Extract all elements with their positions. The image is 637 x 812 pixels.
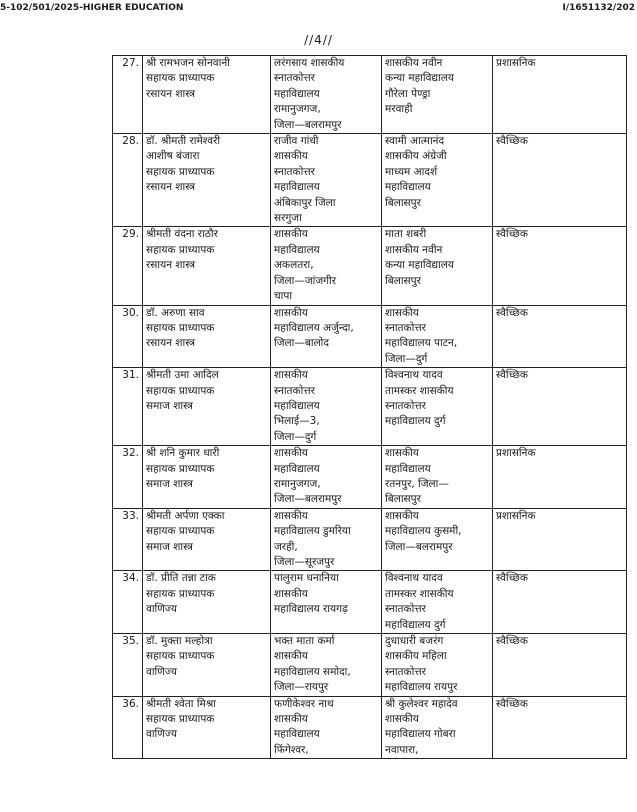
transfer-type-cell: प्रशासनिक (493, 56, 627, 134)
transfer-type-cell: स्वैच्छिक (493, 134, 627, 227)
new-posting-cell-line: शासकीय (385, 447, 419, 460)
current-posting-cell (271, 571, 382, 634)
serial-number-cell: 27. (113, 56, 143, 134)
employee-name-cell-line: समाज शास्त्र (146, 540, 193, 553)
employee-name-cell-line: डॉ. मुक्ता मल्होत्रा (146, 635, 213, 648)
header-reference-right: I/1651132/202 (562, 3, 635, 13)
serial-number-cell: 28. (113, 134, 143, 227)
new-posting-cell-line: शासकीय नवीन (385, 57, 443, 69)
serial-number-cell: 35. (113, 634, 143, 697)
current-posting-cell-line: सरगुजा (274, 212, 302, 225)
transfer-type-cell: स्वैच्छिक (493, 696, 627, 759)
current-posting-cell-line: शासकीय (274, 587, 308, 600)
current-posting-cell-line: जिला—जांजगीर (274, 274, 337, 287)
new-posting-cell-line: बिलासपुर (385, 493, 421, 506)
employee-name-cell (143, 571, 271, 634)
current-posting-cell-line: महाविद्यालय अर्जुन्दा, (274, 321, 354, 334)
employee-name-cell-line: डॉ. प्रीति तन्ना टाक (146, 572, 216, 585)
employee-name-cell-line: सहायक प्राध्यापक (146, 587, 215, 600)
employee-name-cell-line: सहायक प्राध्यापक (146, 243, 215, 256)
serial-number-cell: 31. (113, 368, 143, 446)
current-posting-cell (271, 305, 382, 368)
current-posting-cell-line: महाविद्यालय समोदा, (274, 665, 351, 678)
employee-name-cell-line: वाणिज्य (146, 665, 177, 678)
new-posting-cell-line: कन्या महाविद्यालय (385, 72, 454, 85)
new-posting-cell (382, 134, 493, 227)
current-posting-cell-line: फिंगेश्वर, (274, 743, 309, 756)
table-row (113, 446, 627, 509)
table-row (113, 134, 627, 227)
current-posting-cell (271, 696, 382, 759)
employee-name-cell (143, 634, 271, 697)
new-posting-cell-line: स्नातकोत्तर (385, 399, 426, 412)
new-posting-cell-line: शासकीय महिला (385, 650, 447, 663)
employee-name-cell-line: सहायक प्राध्यापक (146, 462, 215, 475)
new-posting-cell (382, 368, 493, 446)
current-posting-cell-line: जिला—बलरामपुर (274, 493, 342, 506)
current-posting-cell-line: महाविद्यालय (274, 87, 320, 100)
employee-name-cell (143, 446, 271, 509)
new-posting-cell-line: महाविद्यालय दुर्ग (385, 618, 446, 631)
transfer-type-cell: प्रशासनिक (493, 508, 627, 571)
current-posting-cell-line: भिलाई—3, (274, 415, 320, 428)
current-posting-cell-line: अकलतरा, (274, 259, 314, 272)
employee-name-cell-line: रसायन शास्त्र (146, 259, 196, 272)
employee-name-cell-line: सहायक प्राध्यापक (146, 384, 215, 397)
current-posting-cell-line: स्नातकोत्तर (274, 384, 315, 397)
current-posting-cell-line: महाविद्यालय डुमरिया (274, 525, 351, 538)
current-posting-cell-line: जिला—रायपुर (274, 681, 329, 694)
current-posting-cell-line: जिला—बलरामपुर (274, 118, 342, 131)
current-posting-cell-line: फणीकेश्वर नाथ (274, 697, 334, 710)
new-posting-cell-line: रतनपुर, जिला— (385, 477, 449, 490)
current-posting-cell-line: लरंगसाय शासकीय (274, 57, 345, 69)
current-posting-cell (271, 446, 382, 509)
employee-name-cell-line: श्रीमती वंदना राठौर (146, 228, 218, 241)
employee-name-cell-line: श्रीमती उमा आदिल (146, 369, 219, 382)
current-posting-cell-line: जिला—सूरजपुर (274, 556, 335, 568)
serial-number-cell: 32. (113, 446, 143, 509)
new-posting-cell-line: दुधाधारी बजरंग (385, 635, 444, 648)
new-posting-cell (382, 305, 493, 368)
new-posting-cell-line: बिलासपुर (385, 274, 421, 287)
page-number: //4// (304, 33, 333, 47)
transfer-table-body (113, 56, 627, 759)
employee-name-cell-line: सहायक प्राध्यापक (146, 321, 215, 334)
current-posting-cell-line: रामानुजगज, (274, 477, 321, 490)
new-posting-cell-line: महाविद्यालय पाटन, (385, 337, 458, 350)
current-posting-cell (271, 56, 382, 134)
current-posting-cell (271, 134, 382, 227)
employee-name-cell-line: रसायन शास्त्र (146, 87, 196, 100)
current-posting-cell-line: शासकीय (274, 150, 308, 163)
employee-name-cell (143, 56, 271, 134)
new-posting-cell-line: माध्यम आदर्श (385, 165, 438, 178)
current-posting-cell-line: शासकीय (274, 369, 308, 382)
employee-name-cell-line: वाणिज्य (146, 728, 177, 741)
current-posting-cell (271, 368, 382, 446)
current-posting-cell-line: महाविद्यालय (274, 462, 320, 475)
employee-name-cell-line: श्री शनि कुमार धारी (146, 447, 220, 460)
current-posting-cell-line: महाविद्यालय रायगढ़ (274, 603, 348, 616)
new-posting-cell-line: शासकीय (385, 713, 419, 726)
table-row (113, 305, 627, 368)
employee-name-cell-line: सहायक प्राध्यापक (146, 650, 215, 663)
new-posting-cell (382, 634, 493, 697)
new-posting-cell (382, 446, 493, 509)
new-posting-cell-line: जिला—बलरामपुर (385, 540, 453, 553)
new-posting-cell (382, 508, 493, 571)
new-posting-cell-line: नवापारा, (385, 743, 419, 756)
current-posting-cell-line: शासकीय (274, 306, 308, 319)
current-posting-cell-line: चापा (274, 290, 293, 303)
current-posting-cell (271, 227, 382, 305)
transfer-table (112, 55, 627, 759)
new-posting-cell-line: कन्या महाविद्यालय (385, 259, 454, 272)
new-posting-cell-line: विश्वनाथ यादव (385, 572, 443, 585)
new-posting-cell-line: तामस्कर शासकीय (385, 384, 454, 397)
employee-name-cell-line: वाणिज्य (146, 603, 177, 616)
new-posting-cell-line: शासकीय (385, 306, 419, 319)
current-posting-cell (271, 634, 382, 697)
new-posting-cell-line: स्नातकोत्तर (385, 603, 426, 616)
current-posting-cell (271, 508, 382, 571)
employee-name-cell (143, 696, 271, 759)
employee-name-cell-line: डॉ. श्रीमती रामेश्वरी (146, 135, 221, 148)
new-posting-cell-line: स्वामी आत्मानंद (385, 135, 445, 148)
employee-name-cell-line: सहायक प्राध्यापक (146, 72, 215, 85)
new-posting-cell (382, 571, 493, 634)
current-posting-cell-line: जिला—बालोद (274, 337, 329, 350)
new-posting-cell-line: मरवाही (385, 103, 413, 116)
new-posting-cell-line: स्नातकोत्तर (385, 665, 426, 678)
current-posting-cell-line: स्नातकोत्तर (274, 165, 315, 178)
new-posting-cell-line: शासकीय नवीन (385, 243, 443, 256)
current-posting-cell-line: शासकीय (274, 713, 308, 726)
new-posting-cell-line: माता शबरी (385, 228, 427, 241)
employee-name-cell-line: सहायक प्राध्यापक (146, 165, 215, 178)
new-posting-cell (382, 696, 493, 759)
current-posting-cell-line: जरही, (274, 540, 298, 553)
transfer-type-cell: प्रशासनिक (493, 446, 627, 509)
employee-name-cell-line: सहायक प्राध्यापक (146, 713, 215, 726)
transfer-type-cell: स्वैच्छिक (493, 634, 627, 697)
employee-name-cell (143, 305, 271, 368)
current-posting-cell-line: महाविद्यालय (274, 728, 320, 741)
current-posting-cell-line: भक्त माता कर्मा (274, 635, 335, 648)
table-row (113, 571, 627, 634)
new-posting-cell (382, 56, 493, 134)
serial-number-cell: 29. (113, 227, 143, 305)
employee-name-cell (143, 368, 271, 446)
new-posting-cell-line: महाविद्यालय दुर्ग (385, 415, 446, 428)
current-posting-cell-line: पालुराम धनानिया (274, 572, 339, 585)
table-row (113, 227, 627, 305)
new-posting-cell-line: स्नातकोत्तर (385, 321, 426, 334)
employee-name-cell-line: डॉ. अरुणा साव (146, 306, 205, 319)
current-posting-cell-line: शासकीय (274, 228, 308, 241)
document-header (0, 3, 637, 17)
employee-name-cell-line: समाज शास्त्र (146, 477, 193, 490)
new-posting-cell-line: विश्वनाथ यादव (385, 369, 443, 382)
current-posting-cell-line: महाविद्यालय (274, 243, 320, 256)
header-reference-left: 5-102/501/2025-HIGHER EDUCATION (0, 3, 184, 13)
table-row (113, 696, 627, 759)
employee-name-cell (143, 227, 271, 305)
table-row (113, 56, 627, 134)
serial-number-cell: 33. (113, 508, 143, 571)
new-posting-cell-line: महाविद्यालय गोबरा (385, 728, 456, 741)
employee-name-cell-line: श्रीमती अर्पणा एक्का (146, 509, 225, 522)
current-posting-cell-line: महाविद्यालय (274, 399, 320, 412)
new-posting-cell-line: तामस्कर शासकीय (385, 587, 454, 600)
employee-name-cell-line: सहायक प्राध्यापक (146, 525, 215, 538)
employee-name-cell-line: आशीष बंजारा (146, 150, 200, 163)
new-posting-cell-line: महाविद्यालय (385, 462, 431, 475)
current-posting-cell-line: राजीव गांधी (274, 135, 319, 148)
new-posting-cell-line: महाविद्यालय रायपुर (385, 681, 458, 694)
serial-number-cell: 34. (113, 571, 143, 634)
transfer-type-cell: स्वैच्छिक (493, 571, 627, 634)
current-posting-cell-line: शासकीय (274, 447, 308, 460)
new-posting-cell (382, 227, 493, 305)
table-row (113, 368, 627, 446)
new-posting-cell-line: श्री कुलेश्वर महादेव (385, 697, 458, 710)
serial-number-cell: 36. (113, 696, 143, 759)
new-posting-cell-line: गौरेला पेण्ड्रा (385, 87, 431, 100)
new-posting-cell-line: महाविद्यालय (385, 181, 431, 194)
new-posting-cell-line: जिला—दुर्ग (385, 352, 428, 365)
current-posting-cell-line: रामानुजगज, (274, 103, 321, 116)
table-row (113, 508, 627, 571)
new-posting-cell-line: महाविद्यालय कुसमी, (385, 525, 462, 538)
new-posting-cell-line: शासकीय (385, 509, 419, 522)
current-posting-cell-line: जिला—दुर्ग (274, 430, 317, 443)
current-posting-cell-line: शासकीय (274, 509, 308, 522)
current-posting-cell-line: अंबिकापुर जिला (274, 196, 336, 209)
new-posting-cell-line: बिलासपुर (385, 196, 421, 209)
current-posting-cell-line: शासकीय (274, 650, 308, 663)
employee-name-cell-line: श्री रामभजन सोनवानी (146, 57, 230, 69)
transfer-type-cell: स्वैच्छिक (493, 227, 627, 305)
employee-name-cell-line: रसायन शास्त्र (146, 181, 196, 194)
new-posting-cell-line: शासकीय अंग्रेजी (385, 150, 447, 163)
employee-name-cell-line: श्रीमती श्वेता मिश्रा (146, 697, 216, 710)
current-posting-cell-line: महाविद्यालय (274, 181, 320, 194)
serial-number-cell: 30. (113, 305, 143, 368)
table-row (113, 634, 627, 697)
employee-name-cell-line: रसायन शास्त्र (146, 337, 196, 350)
employee-name-cell (143, 508, 271, 571)
transfer-type-cell: स्वैच्छिक (493, 305, 627, 368)
employee-name-cell-line: समाज शास्त्र (146, 399, 193, 412)
current-posting-cell-line: स्नातकोत्तर (274, 72, 315, 85)
employee-name-cell (143, 134, 271, 227)
transfer-type-cell: स्वैच्छिक (493, 368, 627, 446)
